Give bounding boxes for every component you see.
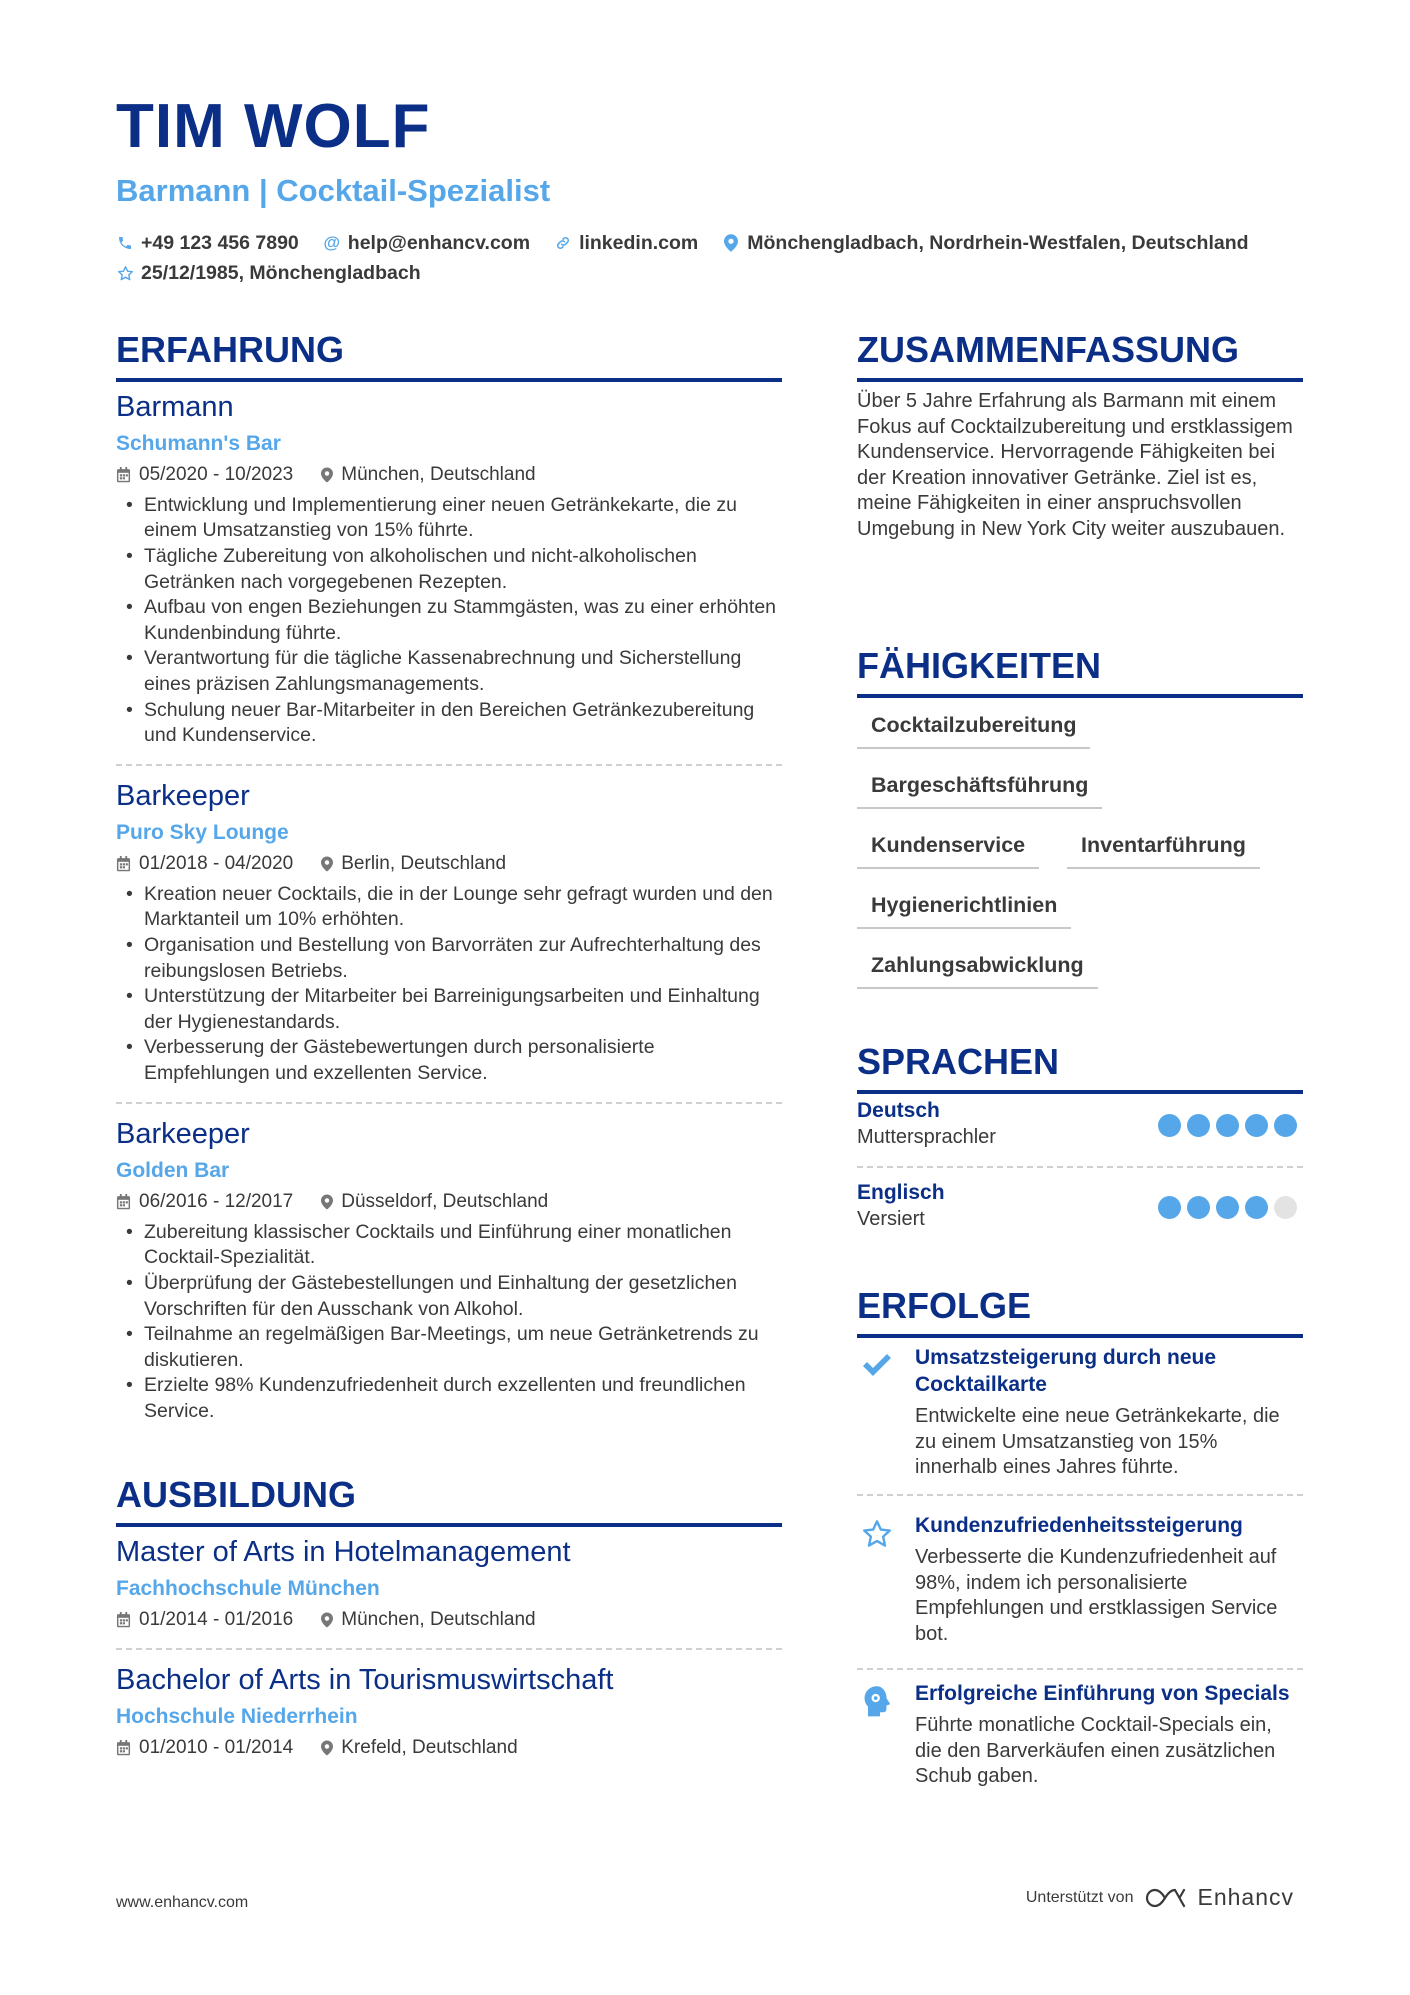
summary-text: Über 5 Jahre Erfahrung als Barmann mit einem Fokus auf Cocktailzubereitung und erstklassigem Kundenservice. Hervorragende Fähigkeiten bei der Kreation innovativer Getränke. Ziel ist es, meine Fähigkeiten in einer anspruchsvollen Umgebung in New York City weiter auszubauen. (857, 390, 1293, 540)
job-location: München, Deutschland (341, 463, 536, 485)
skill-tag: Bargeschäftsführung (857, 773, 1102, 809)
language-name: Deutsch (857, 1099, 940, 1122)
calendar-icon (116, 1740, 131, 1756)
education-entry (116, 1663, 782, 1760)
skills-heading: FÄHIGKEITEN (857, 648, 1303, 698)
job-entry (116, 390, 782, 749)
job-dates: 01/2018 - 04/2020 (139, 852, 294, 874)
rating-dot-filled (1158, 1196, 1181, 1219)
contact-linkedin[interactable] (554, 232, 698, 255)
brand-name: Enhancv (1197, 1884, 1294, 1910)
candidate-name: TIM WOLF (116, 92, 431, 161)
school-name: Fachhochschule München (116, 1576, 380, 1600)
location-pin-icon (321, 1612, 333, 1628)
job-meta (116, 1191, 782, 1214)
school-name: Hochschule Niederrhein (116, 1704, 358, 1728)
contact-phone[interactable] (116, 232, 299, 255)
location-pin-icon (722, 234, 740, 252)
calendar-icon (116, 1612, 131, 1628)
email-text: help@enhancv.com (347, 231, 531, 254)
job-title: Barkeeper (116, 1118, 250, 1150)
divider (857, 1668, 1303, 1670)
phone-icon (116, 235, 134, 251)
divider (857, 1494, 1303, 1496)
divider (116, 1102, 782, 1104)
education-heading: AUSBILDUNG (116, 1477, 782, 1527)
education-entry (116, 1535, 782, 1632)
skill-tag: Kundenservice (857, 833, 1039, 869)
job-dates: 05/2020 - 10/2023 (139, 463, 294, 485)
rating-dot-filled (1245, 1196, 1268, 1219)
achievement-title: Kundenzufriedenheitssteigerung (915, 1514, 1243, 1537)
skill-tag: Cocktailzubereitung (857, 713, 1090, 749)
language-level: Muttersprachler (857, 1126, 996, 1149)
job-entry (116, 1117, 782, 1425)
achievement-item (857, 1512, 1303, 1647)
rating-dot-filled (1274, 1114, 1297, 1137)
bullet-item: • Kreation neuer Cocktails, die in der Lounge sehr gefragt wurden und den Marktanteil um 10% erhöhten. (116, 882, 782, 933)
achievement-title: Umsatzsteigerung durch neue Cocktailkarte (915, 1346, 1217, 1396)
skill-tag: Zahlungsabwicklung (857, 953, 1098, 989)
phone-text: +49 123 456 7890 (141, 231, 299, 254)
achievement-desc: Führte monatliche Cocktail-Specials ein, die den Barverkäufen einen zusätzlichen Schub gaben. (915, 1714, 1276, 1788)
achievement-desc: Verbesserte die Kundenzufriedenheit auf 98%, indem ich personalisierte Empfehlungen und erstklassigen Service bot. (915, 1546, 1278, 1645)
rating-dot-filled (1187, 1114, 1210, 1137)
calendar-icon (116, 467, 131, 483)
enhancv-logo-icon (1145, 1886, 1189, 1910)
job-company: Puro Sky Lounge (116, 820, 289, 844)
star-outline-icon (116, 265, 134, 282)
achievement-item (857, 1344, 1303, 1481)
footer-branding (1026, 1884, 1294, 1911)
summary-heading: ZUSAMMENFASSUNG (857, 332, 1303, 382)
divider (116, 1648, 782, 1650)
language-item (857, 1098, 1297, 1150)
linkedin-text: linkedin.com (579, 231, 699, 254)
job-title: Barkeeper (116, 780, 250, 812)
rating-dot-filled (1245, 1114, 1268, 1137)
bullet-item: • Schulung neuer Bar-Mitarbeiter in den Bereichen Getränkezubereitung und Kundenservice. (116, 698, 782, 749)
contact-birth (116, 262, 421, 285)
bullet-item: • Erzielte 98% Kundenzufriedenheit durch exzellenten und freundlichen Service. (116, 1373, 782, 1424)
job-bullets (116, 882, 782, 1087)
language-rating (1152, 1114, 1297, 1137)
job-dates: 06/2016 - 12/2017 (139, 1190, 294, 1212)
divider (857, 1166, 1303, 1168)
job-bullets (116, 1220, 782, 1425)
calendar-icon (116, 856, 131, 872)
divider (116, 764, 782, 766)
job-entry (116, 779, 782, 1087)
footer-website[interactable]: www.enhancv.com (116, 1894, 249, 1911)
bullet-item: • Tägliche Zubereitung von alkoholischen und nicht-alkoholischen Getränken nach vorgegebenen Rezepten. (116, 544, 782, 595)
bullet-item: • Aufbau von engen Beziehungen zu Stammgästen, was zu einer erhöhten Kundenbindung führte. (116, 595, 782, 646)
location-pin-icon (321, 1194, 333, 1210)
job-location: Düsseldorf, Deutschland (341, 1190, 549, 1212)
rating-dot-filled (1158, 1114, 1181, 1137)
job-bullets (116, 493, 782, 749)
rating-dot-filled (1216, 1196, 1239, 1219)
job-company: Golden Bar (116, 1158, 230, 1182)
contact-location (722, 232, 1248, 255)
achievement-desc: Entwickelte eine neue Getränkekarte, die zu einem Umsatzanstieg von 15% innerhalb eines Jahres führte. (915, 1405, 1280, 1479)
skill-tag: Hygienerichtlinien (857, 893, 1071, 929)
language-rating (1152, 1196, 1297, 1219)
rating-dot-filled (1216, 1114, 1239, 1137)
job-meta (116, 464, 782, 487)
skill-tag: Inventarführung (1067, 833, 1260, 869)
powered-by-text: Unterstützt von (1025, 1888, 1134, 1906)
job-location: Berlin, Deutschland (341, 852, 507, 874)
check-icon (857, 1346, 897, 1386)
achievement-item (857, 1680, 1303, 1790)
education-dates: 01/2010 - 01/2014 (139, 1736, 294, 1758)
birth-text: 25/12/1985, Mönchengladbach (141, 261, 421, 284)
languages-heading: SPRACHEN (857, 1044, 1303, 1094)
language-item (857, 1180, 1297, 1232)
degree-title: Bachelor of Arts in Tourismuswirtschaft (116, 1664, 614, 1696)
education-dates: 01/2014 - 01/2016 (139, 1608, 294, 1630)
education-meta (116, 1609, 782, 1632)
calendar-icon (116, 1194, 131, 1210)
at-icon: @ (323, 233, 341, 252)
candidate-title: Barmann | Cocktail-Spezialist (116, 173, 551, 208)
bullet-item: • Verantwortung für die tägliche Kassenabrechnung und Sicherstellung eines präzisen Zahlungsmanagements. (116, 646, 782, 697)
bullet-item: • Zubereitung klassischer Cocktails und Einführung einer monatlichen Cocktail-Spezialität. (116, 1220, 782, 1271)
language-name: Englisch (857, 1181, 945, 1204)
bullet-item: • Unterstützung der Mitarbeiter bei Barreinigungsarbeiten und Einhaltung der Hygienestandards. (116, 984, 782, 1035)
language-level: Versiert (857, 1208, 925, 1231)
experience-heading: ERFAHRUNG (116, 332, 782, 382)
education-location: München, Deutschland (341, 1608, 536, 1630)
education-meta (116, 1737, 782, 1760)
link-icon (554, 235, 572, 251)
degree-title: Master of Arts in Hotelmanagement (116, 1536, 571, 1568)
location-pin-icon (321, 856, 333, 872)
bullet-item: • Verbesserung der Gästebewertungen durch personalisierte Empfehlungen und exzellenten Service. (116, 1035, 782, 1086)
location-text: Mönchengladbach, Nordrhein-Westfalen, Deutschland (747, 231, 1249, 254)
achievements-heading: ERFOLGE (857, 1288, 1303, 1338)
location-pin-icon (321, 1740, 333, 1756)
bullet-item: • Organisation und Bestellung von Barvorräten zur Aufrechterhaltung des reibungslosen Betriebs. (116, 933, 782, 984)
bullet-item: • Entwicklung und Implementierung einer neuen Getränkekarte, die zu einem Umsatzanstieg von 15% führte. (116, 493, 782, 544)
bullet-item: • Überprüfung der Gästebestellungen und Einhaltung der gesetzlichen Vorschriften für den Ausschank von Alkohol. (116, 1271, 782, 1322)
rating-dot-empty (1274, 1196, 1297, 1219)
contact-info (116, 228, 1336, 288)
rating-dot-filled (1187, 1196, 1210, 1219)
bullet-item: • Teilnahme an regelmäßigen Bar-Meetings, um neue Getränketrends zu diskutieren. (116, 1322, 782, 1373)
job-meta (116, 853, 782, 876)
education-location: Krefeld, Deutschland (341, 1736, 518, 1758)
star-icon (857, 1514, 897, 1554)
head-icon (857, 1682, 897, 1722)
contact-email[interactable] (323, 232, 530, 255)
job-title: Barmann (116, 391, 234, 423)
job-company: Schumann's Bar (116, 431, 281, 455)
achievement-title: Erfolgreiche Einführung von Specials (915, 1682, 1290, 1705)
location-pin-icon (321, 467, 333, 483)
